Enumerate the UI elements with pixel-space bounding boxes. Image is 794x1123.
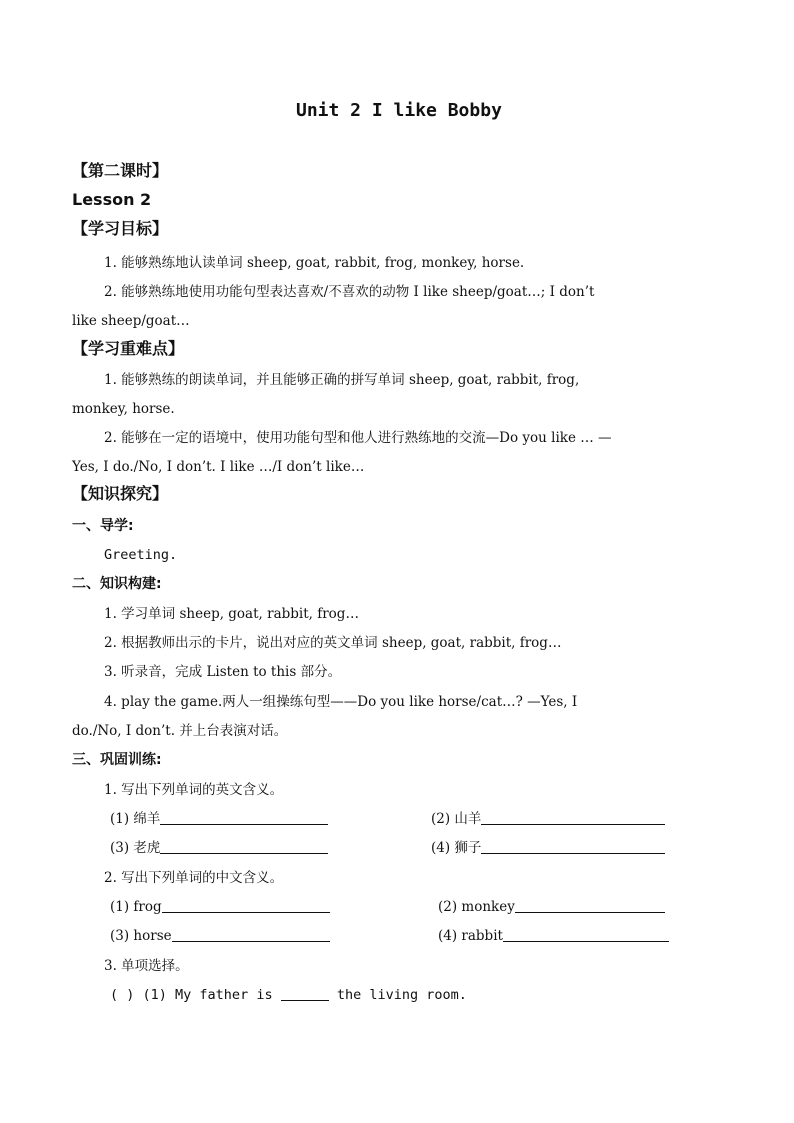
answer-blank[interactable] (160, 810, 328, 825)
explore-heading: 【知识探究】 (72, 484, 169, 503)
answer-blank[interactable] (281, 986, 329, 1001)
section-2-item: 2. 根据教师出示的卡片，说出对应的英文单词 sheep, goat, rabbit, frog… (104, 635, 562, 651)
exercise-2-item (110, 927, 330, 945)
exercise-1-item-label: (4) 狮子 (431, 840, 482, 856)
section-2-item: do./No, I don’t. 并上台表演对话。 (72, 723, 288, 739)
document-title: Unit 2 I like Bobby (296, 100, 502, 121)
goals-heading: 【学习目标】 (72, 219, 169, 238)
goal-line: 1. 能够熟练地认读单词 sheep, goat, rabbit, frog, monkey, horse. (104, 255, 525, 271)
answer-blank[interactable] (160, 839, 328, 854)
answer-bracket[interactable]: ( ) (110, 987, 135, 1003)
question-text-suffix: the living room. (336, 987, 467, 1003)
exercise-2-item-label: (1) frog (110, 899, 162, 915)
exercise-2-item (110, 898, 330, 916)
section-2-title: 二、知识构建: (72, 576, 162, 592)
key-points-heading: 【学习重难点】 (72, 339, 185, 358)
key-point-line: Yes, I do./No, I don’t. I like …/I don’t like… (72, 459, 365, 475)
exercise-1-item (110, 810, 328, 828)
exercise-1-item-label: (3) 老虎 (110, 840, 161, 856)
section-3-title: 三、巩固训练: (72, 752, 162, 768)
exercise-3-question (110, 986, 467, 1004)
exercise-1-item (431, 810, 665, 828)
exercise-2-item-label: (2) monkey (438, 899, 515, 915)
exercise-2-item-label: (3) horse (110, 928, 172, 944)
goal-line: like sheep/goat… (72, 313, 190, 329)
answer-blank[interactable] (481, 810, 665, 825)
section-2-item: 1. 学习单词 sheep, goat, rabbit, frog… (104, 606, 359, 622)
exercise-2-item-label: (4) rabbit (438, 928, 503, 944)
exercise-2-item (438, 927, 669, 945)
lesson-time-heading: 【第二课时】 (72, 161, 169, 180)
section-2-item: 3. 听录音，完成 Listen to this 部分。 (104, 664, 342, 680)
exercise-1-item-label: (2) 山羊 (431, 811, 482, 827)
goal-line: 2. 能够熟练地使用功能句型表达喜欢/不喜欢的动物 I like sheep/goat…; I don’t (104, 284, 595, 300)
exercise-1-item (431, 839, 665, 857)
key-point-line: 1. 能够熟练的朗读单词，并且能够正确的拼写单词 sheep, goat, rabbit, frog, (104, 372, 580, 388)
answer-blank[interactable] (172, 927, 330, 942)
question-text-prefix: (1) My father is (142, 987, 273, 1003)
exercise-1-title: 1. 写出下列单词的英文含义。 (104, 782, 284, 798)
key-point-line: monkey, horse. (72, 401, 175, 417)
exercise-1-item-label: (1) 绵羊 (110, 811, 161, 827)
answer-blank[interactable] (503, 927, 669, 942)
answer-blank[interactable] (162, 898, 330, 913)
section-1-text: Greeting. (104, 547, 178, 563)
lesson-number: Lesson 2 (72, 190, 152, 209)
section-2-item: 4. play the game.两人一组操练句型——Do you like horse/cat…? —Yes, I (104, 694, 578, 710)
exercise-2-title: 2. 写出下列单词的中文含义。 (104, 870, 284, 886)
exercise-3-title: 3. 单项选择。 (104, 958, 189, 974)
answer-blank[interactable] (515, 898, 665, 913)
exercise-2-item (438, 898, 665, 916)
section-1-title: 一、导学: (72, 518, 134, 534)
answer-blank[interactable] (481, 839, 665, 854)
key-point-line: 2. 能够在一定的语境中，使用功能句型和他人进行熟练地的交流—Do you like … — (104, 430, 612, 446)
exercise-1-item (110, 839, 328, 857)
